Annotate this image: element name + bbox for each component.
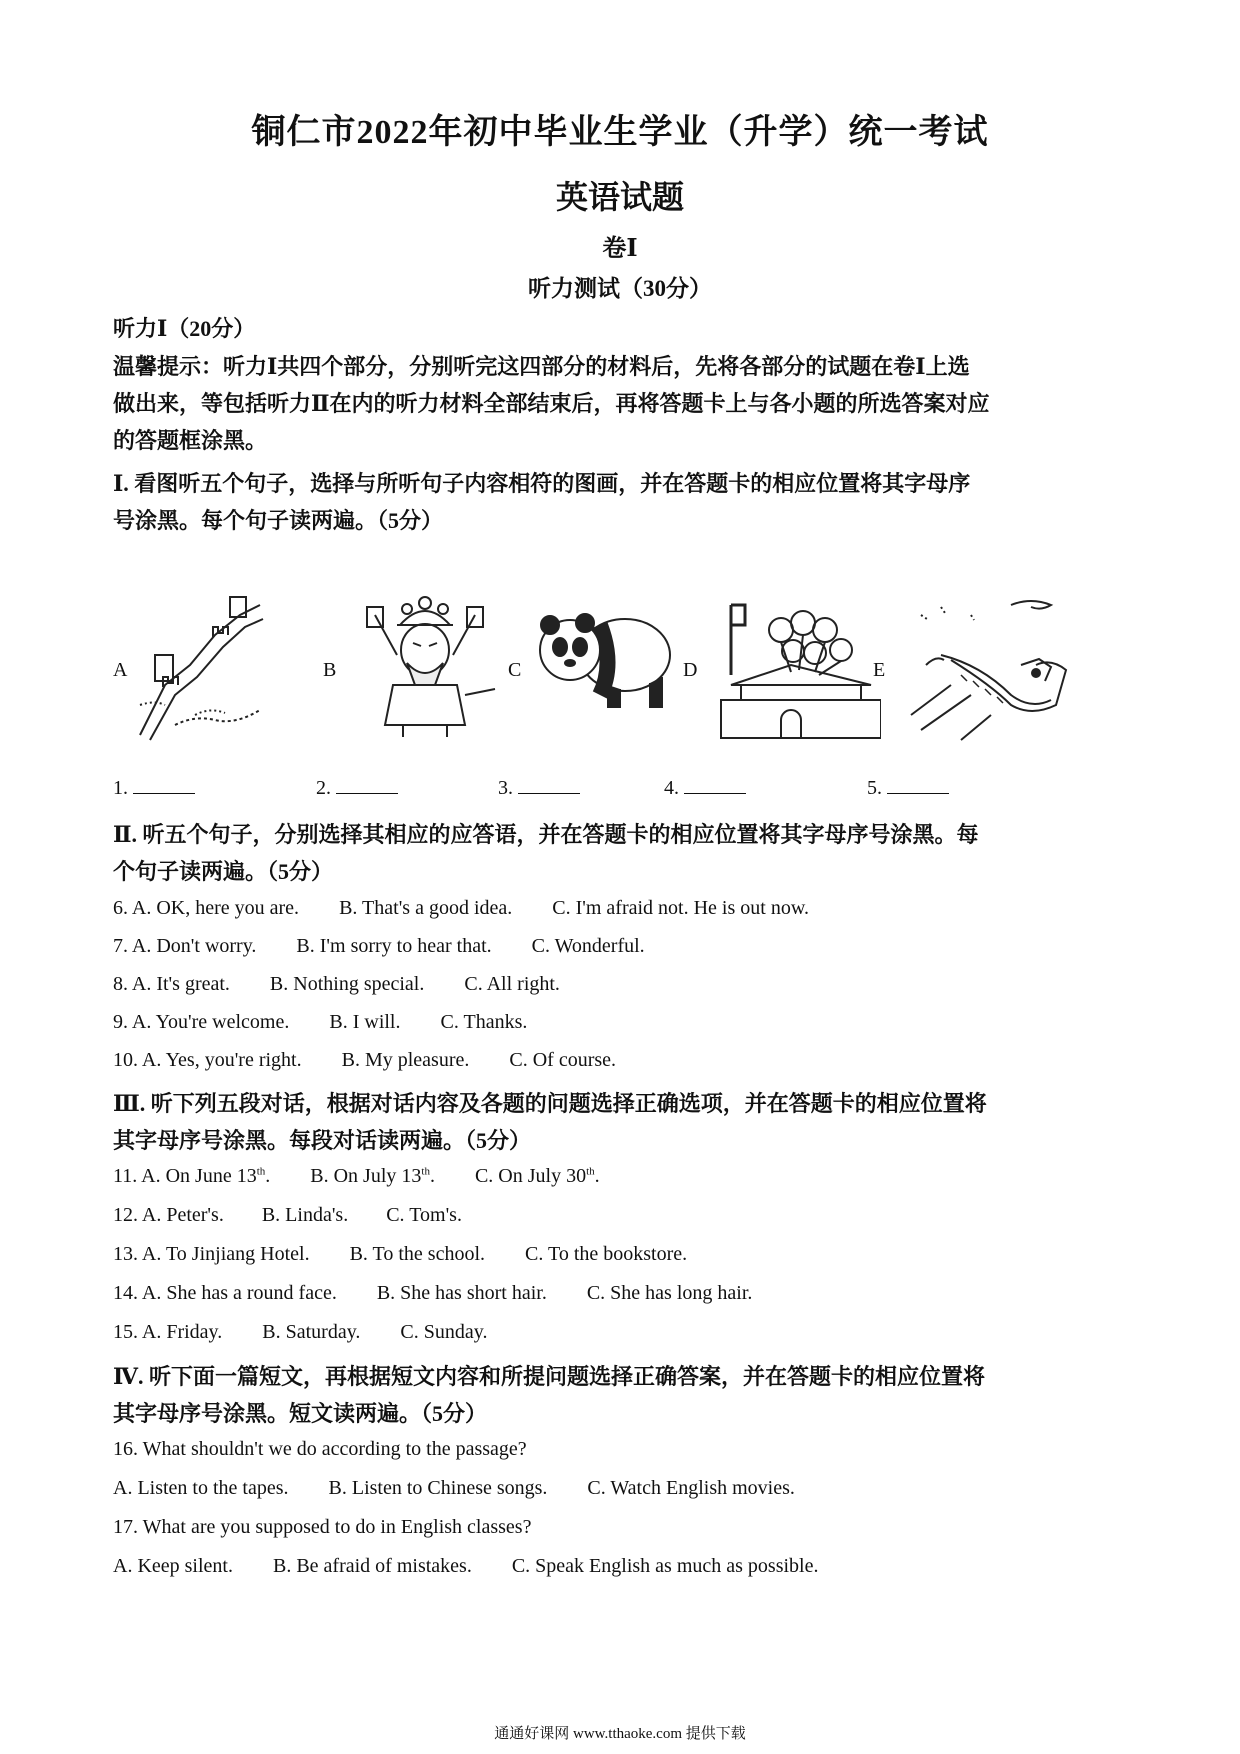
question-15: 15. A. Friday. B. Saturday. C. Sunday. <box>113 1321 488 1343</box>
listening1-heading: 听力Ⅰ（20分） <box>113 316 256 341</box>
dragon-boat-icon <box>901 595 1071 745</box>
picture-row <box>113 595 1073 755</box>
picture-d <box>683 595 886 755</box>
question-14: 14. A. She has a round face. B. She has short hair. C. She has long hair. <box>113 1282 753 1304</box>
blank-3[interactable]: 3. <box>498 775 580 800</box>
picture-e <box>873 595 1073 755</box>
picture-letter: C <box>508 659 522 681</box>
question-11: 11. A. On June 13th. B. On July 13th. C. On July 30th. <box>113 1165 600 1187</box>
tip-line-1: 温馨提示：听力Ⅰ共四个部分，分别听完这四部分的材料后，先将各部分的试题在卷Ⅰ上选 <box>113 354 970 379</box>
part4-instruction-2: 其字母序号涂黑。短文读两遍。（5分） <box>113 1401 488 1426</box>
picture-c <box>508 595 683 755</box>
part3-instruction-2: 其字母序号涂黑。每段对话读两遍。（5分） <box>113 1128 532 1153</box>
exam-title: 铜仁市2022年初中毕业生学业（升学）统一考试 <box>251 114 989 151</box>
question-17: 17. What are you supposed to do in English classes? <box>113 1516 532 1538</box>
blank-5[interactable]: 5. <box>867 775 949 800</box>
question-12: 12. A. Peter's. B. Linda's. C. Tom's. <box>113 1204 462 1226</box>
picture-letter: D <box>683 659 698 681</box>
question-13: 13. A. To Jinjiang Hotel. B. To the school. C. To the bookstore. <box>113 1243 688 1265</box>
blank-1[interactable]: 1. <box>113 775 195 800</box>
footer-source: 通通好课网 www.tthaoke.com 提供下载 <box>494 1726 746 1742</box>
question-8: 8. A. It's great. B. Nothing special. C. All right. <box>113 973 560 995</box>
question-6: 6. A. OK, here you are. B. That's a good idea. C. I'm afraid not. He is out now. <box>113 897 809 919</box>
picture-b <box>323 595 503 755</box>
question-7: 7. A. Don't worry. B. I'm sorry to hear that. C. Wonderful. <box>113 935 645 957</box>
tip-line-2: 做出来，等包括听力Ⅱ在内的听力材料全部结束后，再将答题卡上与各小题的所选答案对应 <box>113 391 990 416</box>
question-16-options: A. Listen to the tapes. B. Listen to Chinese songs. C. Watch English movies. <box>113 1477 795 1499</box>
great-wall-icon <box>135 595 265 745</box>
subject-title: 英语试题 <box>555 179 684 215</box>
picture-letter: E <box>873 659 886 681</box>
tip-line-3: 的答题框涂黑。 <box>113 428 268 453</box>
question-9: 9. A. You're welcome. B. I will. C. Thanks. <box>113 1011 528 1033</box>
blank-4[interactable]: 4. <box>664 775 746 800</box>
peking-opera-icon <box>345 595 505 745</box>
part2-instruction-2: 个句子读两遍。（5分） <box>113 859 334 884</box>
part1-instruction-1: Ⅰ. 看图听五个句子，选择与所听句子内容相符的图画，并在答题卡的相应位置将其字母序 <box>113 471 971 496</box>
part4-instruction-1: Ⅳ. 听下面一篇短文，再根据短文内容和所提问题选择正确答案，并在答题卡的相应位置将 <box>113 1364 985 1389</box>
question-17-options: A. Keep silent. B. Be afraid of mistakes. C. Speak English as much as possible. <box>113 1555 819 1577</box>
question-16: 16. What shouldn't we do according to the passage? <box>113 1438 527 1460</box>
picture-letter: B <box>323 659 337 681</box>
picture-letter: A <box>113 659 128 681</box>
tiananmen-icon <box>711 595 881 745</box>
part1-instruction-2: 号涂黑。每个句子读两遍。（5分） <box>113 508 444 533</box>
part3-instruction-1: Ⅲ. 听下列五段对话，根据对话内容及各题的问题选择正确选项，并在答题卡的相应位置将 <box>113 1091 987 1116</box>
section-title: 听力测试（30分） <box>528 276 712 301</box>
picture-a <box>113 595 273 755</box>
volume-title: 卷Ⅰ <box>602 236 638 262</box>
blank-2[interactable]: 2. <box>316 775 398 800</box>
question-10: 10. A. Yes, you're right. B. My pleasure. C. Of course. <box>113 1049 617 1071</box>
part2-instruction-1: Ⅱ. 听五个句子，分别选择其相应的应答语，并在答题卡的相应位置将其字母序号涂黑。每 <box>113 822 979 847</box>
panda-icon <box>530 595 680 715</box>
